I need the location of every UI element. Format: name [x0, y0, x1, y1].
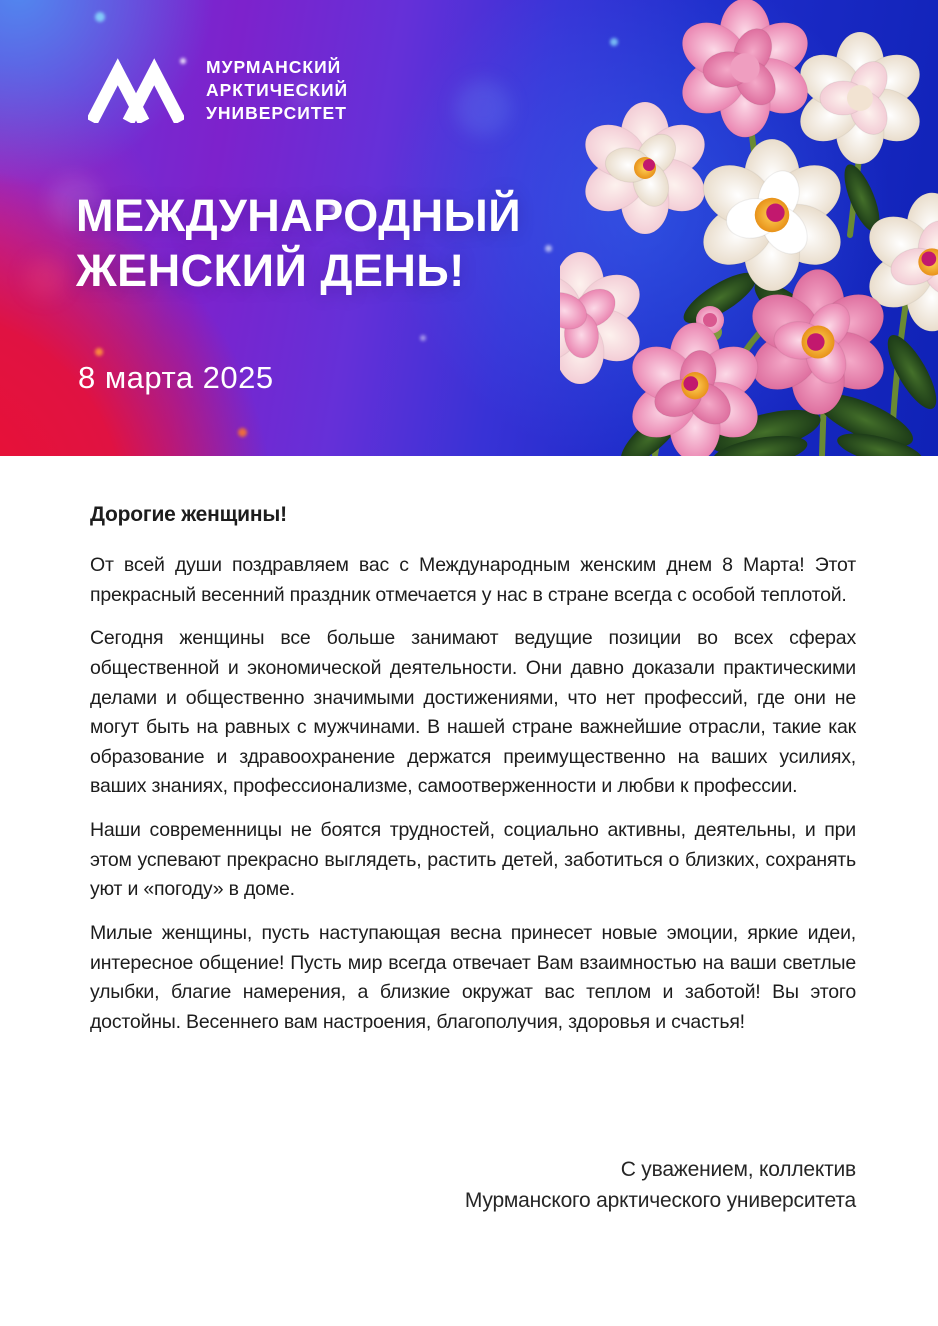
banner: [0, 0, 938, 456]
banner-title-line: ЖЕНСКИЙ ДЕНЬ!: [76, 245, 465, 297]
bokeh-dot: [238, 428, 247, 437]
university-name-line: АРКТИЧЕСКИЙ: [206, 79, 349, 100]
banner-title: [76, 188, 521, 299]
signature: [90, 1155, 856, 1216]
bokeh-dot: [95, 12, 105, 22]
bokeh-dot: [25, 258, 65, 298]
letter-paragraph: От всей души поздравляем вас с Международным женским днем 8 Марта! Этот прекрасный весенний праздник отмечается у нас в стране всегда с особой теплотой.: [90, 554, 856, 606]
university-name-line: УНИВЕРСИТЕТ: [206, 102, 347, 123]
bokeh-dot: [545, 245, 552, 252]
letter-paragraph: Наши современницы не боятся трудностей, социально активны, деятельны, и при этом успевают прекрасно выглядеть, растить детей, заботиться о близких, сохранять уют и «погоду» в доме.: [90, 819, 856, 901]
university-logo-icon: [88, 57, 184, 123]
bokeh-dot: [455, 80, 511, 136]
university-name-line: МУРМАНСКИЙ: [206, 57, 342, 77]
bokeh-dot: [420, 335, 426, 341]
letter-paragraph: Сегодня женщины все больше занимают ведущие позиции во всех сферах общественной и экономической деятельности. Они давно доказали практическими делами и общественно значимыми достижениями, что нет профессий, где они не могут быть на равных с мужчинами. В нашей стране важнейшие отрасли, такие как образование и здравоохранение держатся преимущественно на ваших усилиях, ваших знаниях, профессионализме, самоотверженности и любви к профессии.: [90, 627, 856, 798]
salutation: Дорогие женщины!: [90, 503, 287, 526]
letter-body: [90, 503, 856, 1216]
bokeh-dot: [95, 348, 103, 356]
university-logo: [88, 56, 348, 124]
letter-paragraph: Милые женщины, пусть наступающая весна принесет новые эмоции, яркие идеи, интересное общение! Пусть мир всегда отвечает Вам взаимностью на ваши светлые улыбки, благие намерения, а близкие окружат вас теплом и заботой! Вы этого достойны. Весеннего вам настроения, благополучия, здоровья и счастья!: [90, 921, 856, 1033]
banner-title-line: МЕЖДУНАРОДНЫЙ: [76, 190, 522, 241]
banner-date: 8 марта 2025: [78, 360, 274, 395]
peony-bouquet-image: [560, 0, 938, 456]
signature-line: Мурманского арктического университета: [464, 1188, 856, 1212]
university-name: [206, 56, 348, 124]
signature-line: С уважением, коллектив: [620, 1158, 856, 1182]
